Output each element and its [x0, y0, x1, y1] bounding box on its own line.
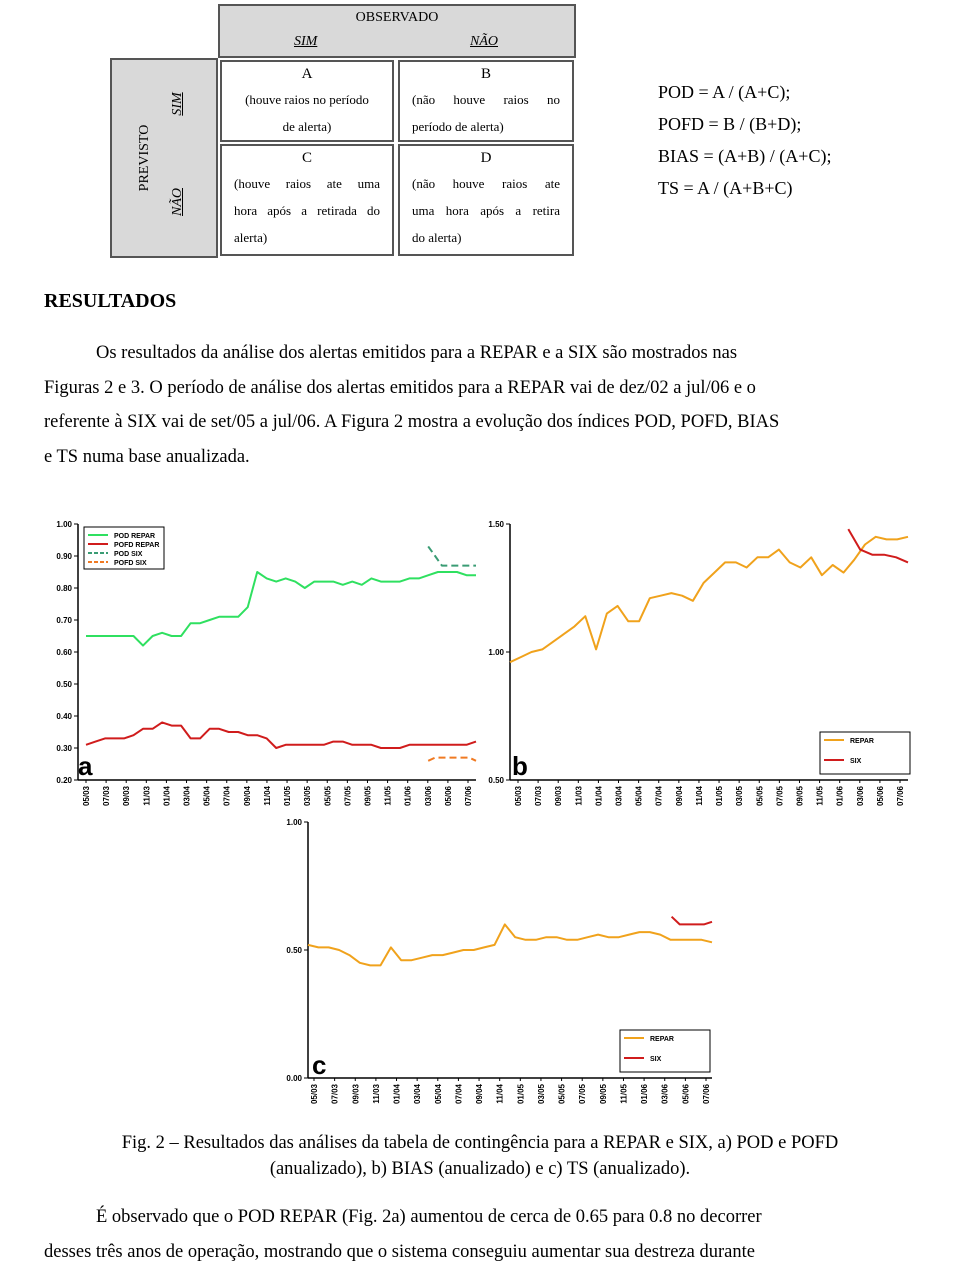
y-tick-label: 0.50 — [286, 946, 302, 955]
x-tick-label: 07/03 — [331, 1083, 340, 1104]
cell-a — [220, 60, 394, 142]
legend-label: REPAR — [850, 738, 874, 745]
x-tick-label: 05/03 — [514, 785, 523, 806]
y-tick-label: 1.00 — [56, 520, 72, 529]
x-tick-label: 07/05 — [343, 785, 352, 806]
x-tick-label: 05/05 — [755, 785, 764, 806]
panel-label: a — [78, 751, 93, 781]
y-tick-label: 0.40 — [56, 712, 72, 721]
legend-label: SIX — [650, 1056, 662, 1063]
x-tick-label: 07/06 — [464, 785, 473, 806]
paragraph-line-2: Figuras 2 e 3. O período de análise dos alertas emitidos para a REPAR vai de dez/02 a jul/06 e o — [44, 371, 914, 406]
x-tick-label: 01/04 — [162, 785, 171, 806]
observed-header — [218, 4, 576, 58]
x-tick-label: 09/03 — [554, 785, 563, 806]
legend-label: POD REPAR — [114, 533, 155, 540]
cell-d — [398, 144, 574, 256]
forecast-sim-label: SIM — [170, 84, 186, 124]
legend-label: POFD REPAR — [114, 542, 159, 549]
cell-d-line-1: (não houve raios ate — [400, 170, 572, 197]
cell-c-title: C — [222, 146, 392, 170]
caption-line-2: (anualizado), b) BIAS (anualizado) e c) TS (anualizado). — [40, 1156, 920, 1182]
formula-pofd: POFD = B / (B+D); — [658, 110, 831, 138]
y-tick-label: 1.00 — [286, 818, 302, 827]
cell-b-line-2: período de alerta) — [400, 113, 572, 140]
panel-label: b — [512, 751, 528, 781]
cell-c-line-1: (houve raios ate uma — [222, 170, 392, 197]
x-tick-label: 09/03 — [122, 785, 131, 806]
x-tick-label: 03/06 — [661, 1083, 670, 1104]
cell-d-line-2: uma hora após a retira — [400, 197, 572, 224]
forecast-label: PREVISTO — [137, 113, 153, 203]
x-tick-label: 07/04 — [454, 1083, 463, 1104]
x-tick-label: 03/05 — [735, 785, 744, 806]
x-tick-label: 05/04 — [434, 1083, 443, 1104]
x-tick-label: 03/06 — [424, 785, 433, 806]
y-tick-label: 0.50 — [56, 680, 72, 689]
forecast-nao-label: NÃO — [170, 182, 186, 222]
figure-caption — [40, 1130, 920, 1182]
y-tick-label: 0.20 — [56, 776, 72, 785]
y-tick-label: 0.60 — [56, 648, 72, 657]
x-tick-label: 07/05 — [775, 785, 784, 806]
formula-list — [658, 78, 831, 202]
x-tick-label: 01/06 — [404, 785, 413, 806]
panel-label: c — [312, 1050, 326, 1080]
x-tick-label: 01/06 — [640, 1083, 649, 1104]
cell-b-line-1: (não houve raios no — [400, 86, 572, 113]
x-tick-label: 05/04 — [203, 785, 212, 806]
y-tick-label: 0.80 — [56, 584, 72, 593]
closing-line-1: É observado que o POD REPAR (Fig. 2a) aumentou de cerca de 0.65 para 0.8 no decorrer — [44, 1200, 914, 1235]
closing-line-2: desses três anos de operação, mostrando que o sistema conseguiu aumentar sua destreza durante — [44, 1235, 914, 1269]
x-tick-label: 05/03 — [82, 785, 91, 806]
x-tick-label: 03/04 — [413, 1083, 422, 1104]
x-tick-label: 05/06 — [444, 785, 453, 806]
legend-label: POD SIX — [114, 551, 143, 558]
legend-label: POFD SIX — [114, 560, 147, 567]
observed-label: OBSERVADO — [220, 10, 574, 26]
x-tick-label: 01/04 — [393, 1083, 402, 1104]
x-tick-label: 09/04 — [475, 1083, 484, 1104]
cell-a-line-2: de alerta) — [222, 113, 392, 140]
cell-a-title: A — [222, 62, 392, 86]
formula-pod: POD = A / (A+C); — [658, 78, 831, 106]
x-tick-label: 01/04 — [594, 785, 603, 806]
x-tick-label: 07/05 — [578, 1083, 587, 1104]
y-tick-label: 1.50 — [488, 520, 504, 529]
paragraph-line-1: Os resultados da análise dos alertas emitidos para a REPAR e a SIX são mostrados nas — [44, 336, 914, 371]
paragraph-line-3: referente à SIX vai de set/05 a jul/06. A Figura 2 mostra a evolução dos índices POD, POFD, BIAS — [44, 405, 914, 440]
results-paragraph — [44, 336, 914, 474]
x-tick-label: 07/04 — [223, 785, 232, 806]
x-tick-label: 05/05 — [323, 785, 332, 806]
x-tick-label: 05/03 — [310, 1083, 319, 1104]
cell-b — [398, 60, 574, 142]
cell-c-line-3: alerta) — [222, 224, 392, 251]
x-tick-label: 05/06 — [681, 1083, 690, 1104]
x-tick-label: 07/03 — [534, 785, 543, 806]
x-tick-label: 01/05 — [516, 1083, 525, 1104]
x-tick-label: 01/05 — [715, 785, 724, 806]
x-tick-label: 11/05 — [619, 1083, 628, 1103]
cell-d-line-3: do alerta) — [400, 224, 572, 251]
x-tick-label: 05/06 — [876, 785, 885, 806]
forecast-header — [110, 58, 218, 258]
x-tick-label: 03/04 — [615, 785, 624, 806]
x-tick-label: 09/05 — [363, 785, 372, 806]
x-tick-label: 11/05 — [384, 785, 393, 805]
x-tick-label: 11/04 — [263, 785, 272, 805]
x-tick-label: 01/06 — [836, 785, 845, 806]
cell-c-line-2: hora após a retirada do — [222, 197, 392, 224]
x-tick-label: 07/03 — [102, 785, 111, 806]
x-tick-label: 05/05 — [558, 1083, 567, 1104]
x-tick-label: 03/06 — [856, 785, 865, 806]
y-tick-label: 0.30 — [56, 744, 72, 753]
x-tick-label: 09/04 — [243, 785, 252, 806]
y-tick-label: 0.70 — [56, 616, 72, 625]
observed-nao-label: NÃO — [470, 34, 498, 50]
x-tick-label: 09/04 — [675, 785, 684, 806]
x-tick-label: 11/05 — [816, 785, 825, 805]
cell-a-line-1: (houve raios no período — [222, 86, 392, 113]
results-heading: RESULTADOS — [44, 290, 176, 313]
x-tick-label: 03/05 — [537, 1083, 546, 1104]
cell-d-title: D — [400, 146, 572, 170]
formula-ts: TS = A / (A+B+C) — [658, 174, 831, 202]
y-tick-label: 0.00 — [286, 1074, 302, 1083]
x-tick-label: 03/04 — [183, 785, 192, 806]
y-tick-label: 0.90 — [56, 552, 72, 561]
x-tick-label: 11/03 — [372, 1083, 381, 1103]
x-tick-label: 01/05 — [283, 785, 292, 806]
observed-sim-label: SIM — [294, 34, 317, 50]
legend-label: REPAR — [650, 1036, 674, 1043]
x-tick-label: 07/04 — [655, 785, 664, 806]
x-tick-label: 09/05 — [599, 1083, 608, 1104]
x-tick-label: 09/03 — [351, 1083, 360, 1104]
x-tick-label: 11/04 — [496, 1083, 505, 1103]
paragraph-line-4: e TS numa base anualizada. — [44, 440, 914, 475]
y-tick-label: 0.50 — [488, 776, 504, 785]
cell-b-title: B — [400, 62, 572, 86]
formula-bias: BIAS = (A+B) / (A+C); — [658, 142, 831, 170]
x-tick-label: 07/06 — [896, 785, 905, 806]
y-tick-label: 1.00 — [488, 648, 504, 657]
x-tick-label: 07/06 — [702, 1083, 711, 1104]
x-tick-label: 11/03 — [574, 785, 583, 805]
x-tick-label: 09/05 — [795, 785, 804, 806]
figure-2 — [40, 512, 920, 1120]
closing-paragraph — [44, 1200, 914, 1269]
x-tick-label: 11/03 — [142, 785, 151, 805]
x-tick-label: 05/04 — [635, 785, 644, 806]
legend-label: SIX — [850, 758, 862, 765]
x-tick-label: 11/04 — [695, 785, 704, 805]
caption-line-1: Fig. 2 – Resultados das análises da tabela de contingência para a REPAR e SIX, a) POD e POFD — [40, 1130, 920, 1156]
cell-c — [220, 144, 394, 256]
x-tick-label: 03/05 — [303, 785, 312, 806]
